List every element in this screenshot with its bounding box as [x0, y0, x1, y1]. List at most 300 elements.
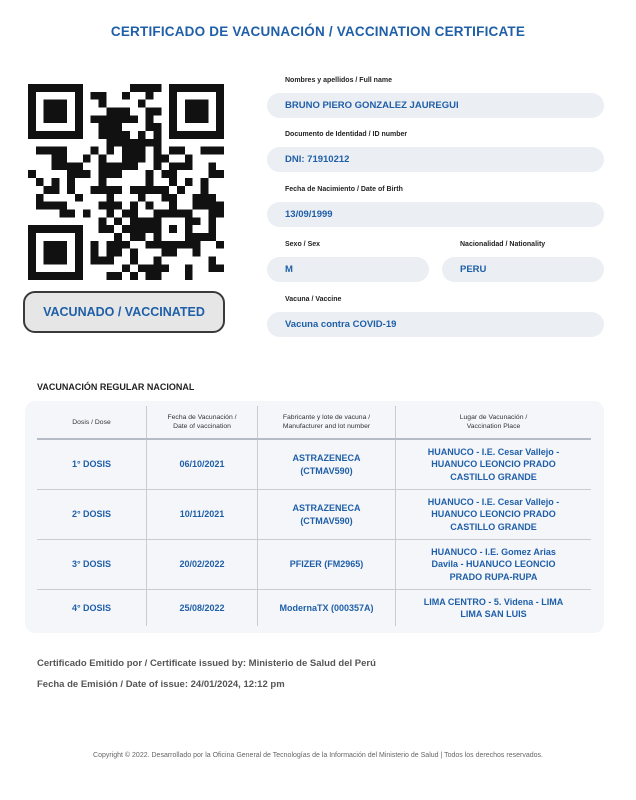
qr-module — [99, 162, 107, 170]
qr-module — [146, 92, 154, 100]
qr-module — [169, 108, 177, 116]
qr-module — [59, 272, 67, 280]
qr-module — [130, 256, 138, 264]
qr-module — [169, 162, 177, 170]
qr-module — [153, 84, 161, 92]
qr-module — [169, 84, 177, 92]
qr-module — [99, 225, 107, 233]
qr-module — [153, 139, 161, 147]
qr-module — [200, 108, 208, 116]
qr-module — [185, 108, 193, 116]
qr-module — [106, 162, 114, 170]
qr-module — [146, 241, 154, 249]
qr-module — [114, 108, 122, 116]
sex-label: Sexo / Sex — [285, 241, 321, 248]
qr-module — [193, 202, 201, 210]
qr-module — [122, 115, 130, 123]
qr-module — [114, 139, 122, 147]
qr-module — [169, 92, 177, 100]
qr-module — [59, 108, 67, 116]
qr-module — [36, 131, 44, 139]
qr-module — [200, 100, 208, 108]
qr-module — [28, 241, 36, 249]
qr-module — [200, 202, 208, 210]
qr-module — [83, 170, 91, 178]
table-row — [37, 540, 591, 590]
qr-module — [28, 256, 36, 264]
qr-module — [75, 108, 83, 116]
qr-module — [44, 84, 52, 92]
qr-module — [153, 131, 161, 139]
qr-module — [67, 209, 75, 217]
qr-module — [36, 202, 44, 210]
qr-module — [75, 115, 83, 123]
qr-module — [216, 100, 224, 108]
qr-module — [122, 241, 130, 249]
qr-module — [59, 84, 67, 92]
qr-module — [114, 202, 122, 210]
qr-module — [185, 209, 193, 217]
qr-module — [153, 123, 161, 131]
qr-module — [216, 92, 224, 100]
qr-module — [106, 123, 114, 131]
full-name-value: BRUNO PIERO GONZALEZ JAUREGUI — [267, 93, 604, 118]
qr-module — [52, 186, 60, 194]
qr-module — [146, 178, 154, 186]
qr-module — [169, 147, 177, 155]
qr-code — [28, 84, 224, 280]
qr-module — [130, 155, 138, 163]
qr-module — [44, 115, 52, 123]
qr-module — [122, 155, 130, 163]
qr-module — [75, 241, 83, 249]
qr-module — [52, 225, 60, 233]
qr-module — [138, 194, 146, 202]
qr-module — [146, 202, 154, 210]
qr-module — [185, 100, 193, 108]
qr-module — [177, 162, 185, 170]
qr-module — [146, 264, 154, 272]
qr-module — [122, 108, 130, 116]
qr-module — [185, 115, 193, 123]
qr-module — [59, 225, 67, 233]
qr-module — [59, 100, 67, 108]
table-header-row — [37, 406, 591, 440]
full-name-label: Nombres y apellidos / Full name — [285, 77, 392, 84]
vaccine-label: Vacuna / Vaccine — [285, 296, 342, 303]
qr-module — [99, 115, 107, 123]
id-number-label: Documento de Identidad / ID number — [285, 131, 408, 138]
qr-module — [130, 233, 138, 241]
qr-module — [59, 131, 67, 139]
qr-module — [99, 170, 107, 178]
qr-module — [36, 194, 44, 202]
qr-module — [36, 225, 44, 233]
qr-module — [114, 249, 122, 257]
vaccine-value: Vacuna contra COVID-19 — [267, 312, 604, 337]
qr-module — [106, 194, 114, 202]
qr-module — [200, 194, 208, 202]
qr-module — [106, 272, 114, 280]
qr-module — [193, 194, 201, 202]
header-date: Fecha de Vacunación / Date of vaccination — [147, 406, 258, 438]
qr-module — [185, 217, 193, 225]
qr-module — [36, 84, 44, 92]
qr-module — [106, 241, 114, 249]
qr-module — [208, 170, 216, 178]
qr-module — [185, 225, 193, 233]
qr-module — [106, 186, 114, 194]
qr-module — [193, 84, 201, 92]
qr-module — [200, 147, 208, 155]
qr-module — [91, 241, 99, 249]
qr-module — [153, 217, 161, 225]
qr-module — [28, 272, 36, 280]
qr-module — [216, 131, 224, 139]
qr-module — [185, 264, 193, 272]
qr-module — [146, 123, 154, 131]
qr-module — [138, 155, 146, 163]
nationality-value: PERU — [442, 257, 604, 282]
qr-module — [114, 131, 122, 139]
qr-module — [153, 108, 161, 116]
qr-module — [114, 123, 122, 131]
qr-module — [44, 202, 52, 210]
qr-module — [28, 108, 36, 116]
qr-module — [106, 139, 114, 147]
qr-module — [138, 233, 146, 241]
manufacturer-cell: ASTRAZENECA (CTMAV590) — [258, 490, 396, 539]
qr-module — [44, 108, 52, 116]
qr-module — [91, 186, 99, 194]
qr-module — [75, 84, 83, 92]
qr-module — [130, 209, 138, 217]
qr-module — [208, 233, 216, 241]
date-cell: 10/11/2021 — [147, 490, 258, 539]
qr-module — [122, 92, 130, 100]
qr-module — [59, 256, 67, 264]
qr-module — [99, 131, 107, 139]
qr-module — [28, 249, 36, 257]
qr-module — [146, 186, 154, 194]
qr-module — [138, 139, 146, 147]
qr-module — [169, 202, 177, 210]
qr-module — [208, 147, 216, 155]
qr-module — [161, 264, 169, 272]
qr-module — [185, 155, 193, 163]
section-title: VACUNACIÓN REGULAR NACIONAL — [37, 382, 195, 392]
qr-module — [28, 264, 36, 272]
qr-module — [36, 147, 44, 155]
qr-module — [153, 147, 161, 155]
dose-cell: 2° DOSIS — [37, 490, 147, 539]
qr-module — [146, 115, 154, 123]
qr-module — [153, 162, 161, 170]
qr-module — [122, 131, 130, 139]
qr-module — [130, 202, 138, 210]
qr-module — [185, 272, 193, 280]
qr-module — [138, 147, 146, 155]
qr-module — [52, 202, 60, 210]
qr-module — [52, 147, 60, 155]
qr-module — [146, 108, 154, 116]
qr-module — [161, 170, 169, 178]
table-row — [37, 490, 591, 540]
qr-module — [106, 115, 114, 123]
qr-module — [52, 108, 60, 116]
qr-module — [52, 84, 60, 92]
qr-module — [185, 233, 193, 241]
dose-cell: 3° DOSIS — [37, 540, 147, 589]
qr-module — [161, 209, 169, 217]
qr-module — [169, 170, 177, 178]
qr-module — [130, 186, 138, 194]
qr-module — [75, 131, 83, 139]
date-cell: 06/10/2021 — [147, 440, 258, 489]
qr-module — [185, 178, 193, 186]
qr-module — [216, 123, 224, 131]
qr-module — [99, 202, 107, 210]
qr-module — [216, 115, 224, 123]
qr-module — [44, 256, 52, 264]
qr-module — [52, 100, 60, 108]
qr-module — [106, 147, 114, 155]
qr-module — [200, 178, 208, 186]
qr-module — [99, 217, 107, 225]
qr-module — [153, 241, 161, 249]
place-cell: HUANUCO - I.E. Gomez Arias Davila - HUANUCO LEONCIO PRADO RUPA-RUPA — [431, 546, 556, 582]
qr-module — [52, 241, 60, 249]
qr-module — [169, 241, 177, 249]
date-cell: 20/02/2022 — [147, 540, 258, 589]
qr-module — [75, 256, 83, 264]
qr-module — [193, 100, 201, 108]
qr-module — [75, 264, 83, 272]
qr-module — [67, 186, 75, 194]
qr-module — [106, 209, 114, 217]
qr-module — [83, 209, 91, 217]
qr-module — [130, 115, 138, 123]
qr-module — [216, 170, 224, 178]
dose-cell: 1° DOSIS — [37, 440, 147, 489]
qr-module — [75, 100, 83, 108]
qr-module — [177, 186, 185, 194]
qr-module — [75, 92, 83, 100]
qr-module — [91, 92, 99, 100]
qr-module — [114, 162, 122, 170]
qr-module — [130, 217, 138, 225]
qr-module — [208, 84, 216, 92]
place-cell: HUANUCO - I.E. Cesar Vallejo - HUANUCO LEONCIO PRADO CASTILLO GRANDE — [427, 496, 560, 532]
qr-module — [59, 241, 67, 249]
qr-module — [106, 256, 114, 264]
qr-module — [130, 162, 138, 170]
qr-module — [52, 256, 60, 264]
qr-module — [91, 256, 99, 264]
qr-code-image — [28, 84, 224, 280]
qr-module — [130, 249, 138, 257]
qr-module — [67, 131, 75, 139]
date-cell: 25/08/2022 — [147, 590, 258, 626]
qr-module — [193, 108, 201, 116]
qr-module — [67, 178, 75, 186]
qr-module — [59, 209, 67, 217]
qr-module — [153, 209, 161, 217]
qr-module — [153, 186, 161, 194]
qr-module — [177, 84, 185, 92]
qr-module — [52, 272, 60, 280]
qr-module — [138, 264, 146, 272]
qr-module — [161, 241, 169, 249]
qr-module — [122, 225, 130, 233]
qr-module — [200, 115, 208, 123]
dose-cell: 4° DOSIS — [37, 590, 147, 626]
qr-module — [130, 147, 138, 155]
qr-module — [216, 202, 224, 210]
qr-module — [44, 225, 52, 233]
qr-module — [153, 264, 161, 272]
qr-module — [216, 108, 224, 116]
qr-module — [208, 162, 216, 170]
place-cell: LIMA CENTRO - 5. Videna - LIMA LIMA SAN LUIS — [423, 596, 564, 619]
qr-module — [130, 84, 138, 92]
qr-module — [153, 256, 161, 264]
qr-module — [52, 178, 60, 186]
qr-module — [193, 217, 201, 225]
qr-module — [146, 170, 154, 178]
qr-module — [28, 225, 36, 233]
certificate-title: CERTIFICADO DE VACUNACIÓN / VACCINATION CERTIFICATE — [110, 24, 526, 39]
qr-module — [59, 162, 67, 170]
qr-module — [177, 209, 185, 217]
qr-module — [52, 155, 60, 163]
manufacturer-cell: ModernaTX (000357A) — [258, 590, 396, 626]
qr-module — [200, 186, 208, 194]
qr-module — [44, 147, 52, 155]
qr-module — [208, 256, 216, 264]
qr-module — [138, 217, 146, 225]
qr-module — [208, 202, 216, 210]
qr-module — [99, 123, 107, 131]
qr-module — [28, 233, 36, 241]
qr-module — [114, 170, 122, 178]
qr-module — [169, 209, 177, 217]
qr-module — [106, 108, 114, 116]
qr-module — [75, 225, 83, 233]
qr-module — [99, 178, 107, 186]
qr-module — [28, 92, 36, 100]
qr-module — [67, 225, 75, 233]
qr-module — [44, 131, 52, 139]
qr-module — [185, 162, 193, 170]
qr-module — [161, 186, 169, 194]
qr-module — [52, 249, 60, 257]
qr-module — [208, 264, 216, 272]
qr-module — [106, 202, 114, 210]
issued-by-text: Certificado Emitido por / Certificate issued by: Ministerio de Salud del Perú — [37, 658, 376, 669]
qr-module — [169, 194, 177, 202]
qr-module — [36, 178, 44, 186]
qr-module — [99, 155, 107, 163]
qr-module — [185, 131, 193, 139]
qr-module — [106, 249, 114, 257]
qr-module — [130, 139, 138, 147]
qr-module — [208, 217, 216, 225]
qr-module — [67, 84, 75, 92]
qr-module — [44, 186, 52, 194]
qr-module — [193, 115, 201, 123]
qr-module — [75, 194, 83, 202]
qr-module — [44, 272, 52, 280]
header-dose: Dosis / Dose — [37, 406, 147, 438]
qr-module — [216, 84, 224, 92]
qr-module — [28, 84, 36, 92]
qr-module — [153, 272, 161, 280]
header-manufacturer: Fabricante y lote de vacuna / Manufacturer and lot number — [258, 406, 396, 438]
qr-module — [91, 115, 99, 123]
qr-module — [169, 178, 177, 186]
qr-module — [36, 272, 44, 280]
qr-module — [67, 170, 75, 178]
qr-module — [122, 139, 130, 147]
qr-module — [138, 186, 146, 194]
qr-module — [28, 170, 36, 178]
qr-module — [114, 233, 122, 241]
qr-module — [130, 225, 138, 233]
qr-module — [216, 241, 224, 249]
qr-module — [28, 131, 36, 139]
qr-module — [138, 225, 146, 233]
qr-module — [67, 162, 75, 170]
copyright-text: Copyright © 2022. Desarrollado por la Oficina General de Tecnologías de la Información del Ministerio de Salud | Todos los derechos reservados. — [93, 752, 543, 759]
qr-module — [106, 225, 114, 233]
manufacturer-cell: PFIZER (FM2965) — [258, 540, 396, 589]
qr-module — [169, 100, 177, 108]
qr-module — [122, 209, 130, 217]
date-of-birth-value: 13/09/1999 — [267, 202, 604, 227]
issue-date-text: Fecha de Emisión / Date of issue: 24/01/2024, 12:12 pm — [37, 679, 285, 690]
qr-module — [146, 217, 154, 225]
qr-module — [200, 131, 208, 139]
qr-module — [193, 131, 201, 139]
qr-module — [44, 100, 52, 108]
qr-module — [216, 147, 224, 155]
qr-module — [169, 249, 177, 257]
qr-module — [99, 92, 107, 100]
qr-module — [28, 115, 36, 123]
qr-module — [75, 162, 83, 170]
table-row — [37, 440, 591, 490]
table-row — [37, 590, 591, 626]
nationality-label: Nacionalidad / Nationality — [460, 241, 546, 248]
qr-module — [146, 84, 154, 92]
qr-module — [28, 123, 36, 131]
qr-module — [44, 241, 52, 249]
qr-module — [161, 249, 169, 257]
qr-module — [59, 155, 67, 163]
qr-module — [138, 84, 146, 92]
vaccinated-status-badge: VACUNADO / VACCINATED — [23, 291, 225, 333]
qr-module — [153, 155, 161, 163]
qr-module — [146, 139, 154, 147]
qr-module — [146, 272, 154, 280]
qr-module — [177, 241, 185, 249]
qr-module — [59, 147, 67, 155]
qr-module — [138, 100, 146, 108]
qr-module — [91, 147, 99, 155]
qr-module — [52, 131, 60, 139]
qr-module — [200, 233, 208, 241]
